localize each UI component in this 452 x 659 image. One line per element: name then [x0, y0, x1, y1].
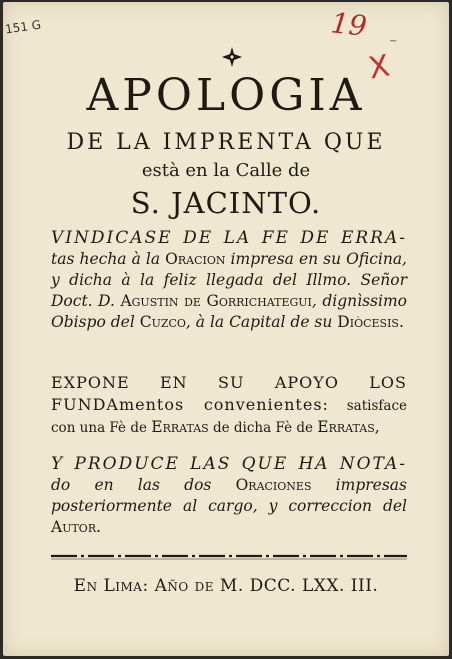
- handwritten-x-mark: X: [366, 48, 393, 87]
- imprint-year: Año de M. DCC. LXX. III.: [154, 576, 379, 596]
- text-run: impresa en su Oficina, y dicha à la feliz llegada del Illmo. Señor Doct. D.: [51, 250, 407, 310]
- page-title: APOLOGIA: [86, 70, 366, 121]
- title-line-2: està en la Calle de: [141, 160, 311, 181]
- smallcaps-word: Oraciones: [235, 476, 312, 494]
- smallcaps-word: Autor.: [51, 518, 102, 536]
- text-run: ,: [374, 418, 380, 436]
- text-run: , dignìssimo Obispo del: [51, 292, 407, 331]
- paragraph-lead: VINDICASE DE LA FE DE ERRA-: [51, 228, 407, 248]
- imprint-place: En Lima:: [73, 576, 149, 596]
- paragraph-expone: [51, 372, 407, 439]
- title-line-3: S. JACINTO.: [130, 186, 322, 220]
- text-run: do en las dos: [51, 476, 236, 494]
- paragraph-vindicase: [51, 228, 407, 333]
- catalog-note: 151 G: [4, 17, 42, 37]
- handwritten-number: 19: [329, 6, 369, 43]
- smallcaps-word: Diòcesis.: [337, 313, 404, 331]
- smallcaps-word: Oracion: [165, 250, 226, 268]
- ornamental-rule: [51, 551, 407, 561]
- title-line-1: DE LA IMPRENTA QUE: [66, 130, 386, 155]
- document-page: [3, 2, 449, 656]
- bishop-name: Agustin de Gorrichategui: [120, 292, 312, 310]
- text-run: impresas posteriormente al cargo, y correccion del: [51, 476, 407, 515]
- place-name: Cuzco: [139, 313, 186, 331]
- paragraph-produce: [51, 454, 407, 538]
- imprint-line: [3, 576, 449, 596]
- paragraph-lead: Y PRODUCE LAS QUE HA NOTA-: [51, 454, 407, 474]
- smallcaps-word: Erratas: [151, 418, 209, 436]
- cross-ornament-icon: [221, 46, 243, 68]
- text-run: tas hecha à la: [51, 250, 166, 268]
- pencil-mark: ~: [389, 36, 398, 47]
- text-run: satisface con una Fè de: [51, 398, 407, 436]
- text-run: de dicha Fè de: [208, 420, 318, 436]
- smallcaps-word: Erratas: [317, 418, 375, 436]
- text-run: , à la Capital de su: [185, 313, 338, 331]
- paragraph-lead: EXPONE EN SU APOYO LOS FUNDAmentos convenientes:: [51, 373, 407, 414]
